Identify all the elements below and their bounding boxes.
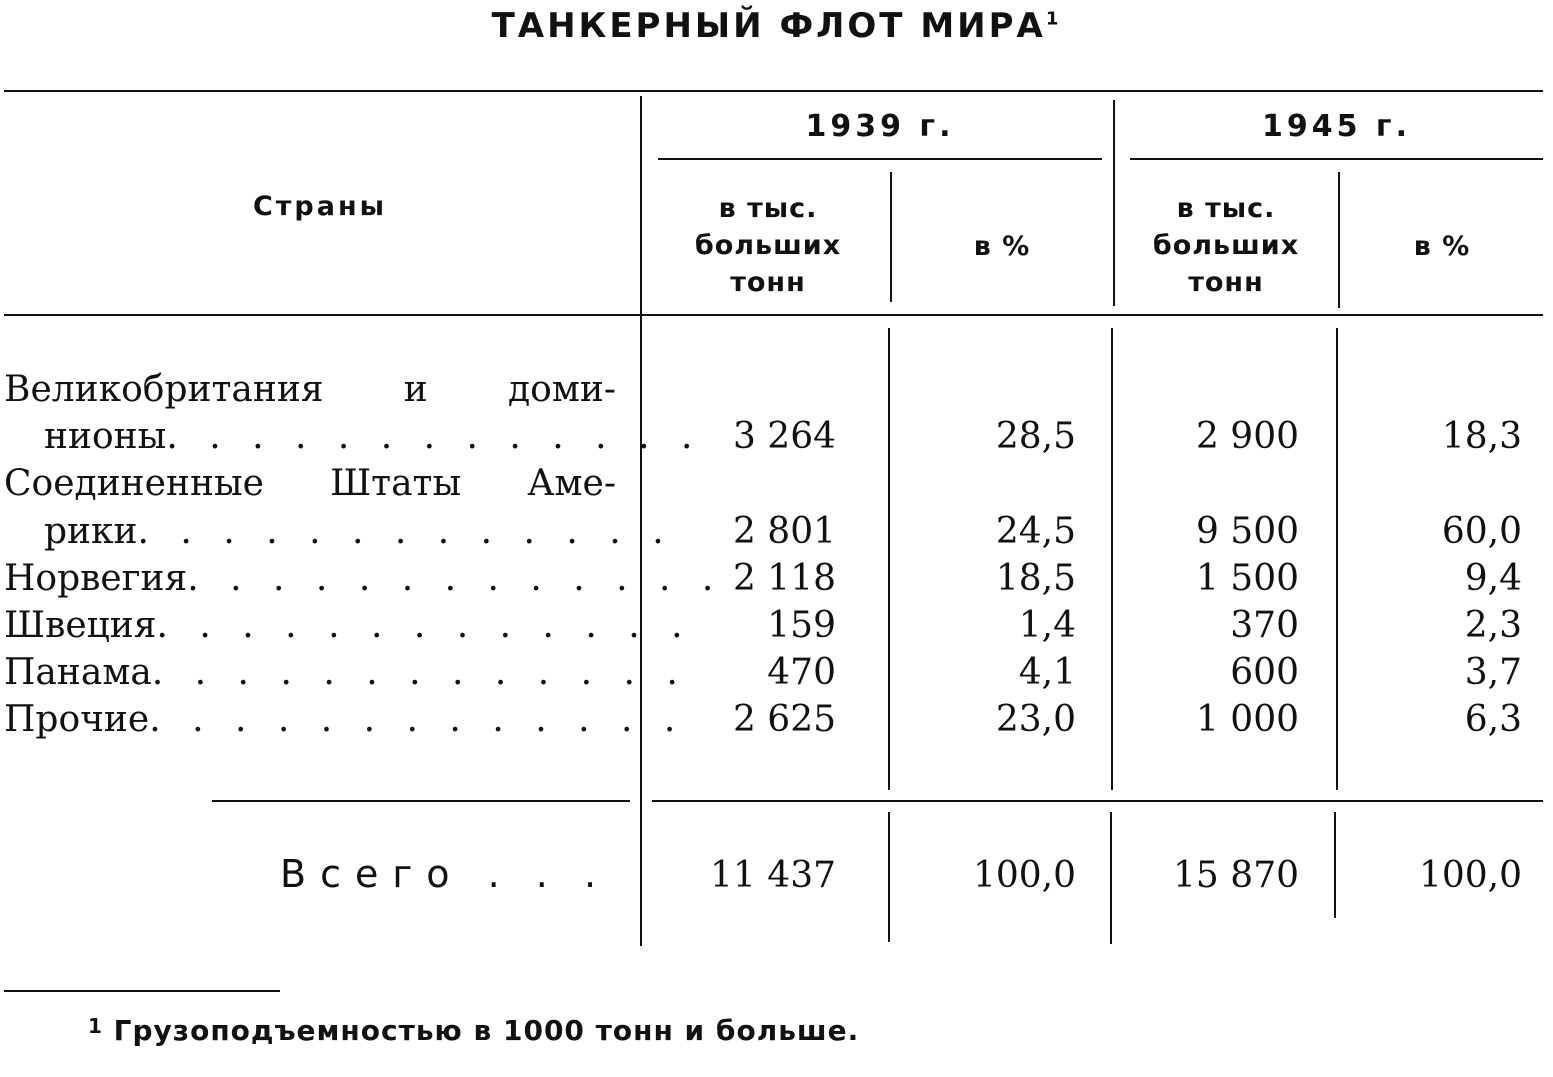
header-1939-pct: в %: [973, 231, 1031, 262]
cell-panama-1939-tons: 470: [767, 652, 836, 693]
cell-uk-1945-tons: 2 900: [1195, 416, 1299, 457]
table-row-norway-name: Норвегия . . . . . . . . . . . . .: [4, 558, 724, 599]
cell-uk-1945-pct: 18,3: [1441, 416, 1522, 457]
cell-total-1939-pct: 100,0: [972, 855, 1076, 896]
cell-others-1945-pct: 6,3: [1464, 699, 1522, 740]
cell-sweden-1939-pct: 1,4: [1018, 605, 1076, 646]
col-divider-1945-total: [1334, 812, 1336, 918]
cell-uk-1939-tons: 3 264: [732, 416, 836, 457]
header-year-1945: 1945 г.: [1261, 109, 1411, 144]
cell-total-1939-tons: 11 437: [710, 855, 836, 896]
header-1945-pct: в %: [1413, 231, 1471, 262]
cell-total-1945-pct: 100,0: [1418, 855, 1522, 896]
table-row-sweden-name: Швеция . . . . . . . . . . . . .: [4, 605, 693, 646]
header-countries: Страны: [252, 191, 388, 222]
table-row-panama-name: Панама . . . . . . . . . . . . .: [4, 652, 688, 693]
cell-total-1945-tons: 15 870: [1173, 855, 1299, 896]
cell-usa-1945-pct: 60,0: [1441, 511, 1522, 552]
header-1945-tons: в тыс. больших тонн: [1152, 193, 1300, 298]
cell-sweden-1939-tons: 159: [767, 605, 836, 646]
col-divider-1939: [890, 172, 892, 302]
col-divider-years-total: [1110, 812, 1112, 944]
footnote-text: Грузоподъемностью в 1000 тонн и больше.: [113, 1014, 860, 1047]
footnote-mark: 1: [88, 1014, 103, 1038]
table-row-usa-name-line2: рики . . . . . . . . . . . . .: [44, 511, 674, 552]
table-row-others-name: Прочие . . . . . . . . . . . . .: [4, 699, 686, 740]
table-row-usa-name-line1: Соединенные Штаты Аме-: [4, 463, 616, 504]
table-row-uk-name-line2: нионы . . . . . . . . . . . . .: [44, 416, 703, 457]
title-footnote-mark: 1: [1045, 8, 1062, 30]
total-rule-right: [652, 800, 1543, 802]
cell-usa-1945-tons: 9 500: [1195, 511, 1299, 552]
cell-uk-1939-pct: 28,5: [995, 416, 1076, 457]
cell-panama-1945-pct: 3,7: [1464, 652, 1522, 693]
table-title: ТАНКЕРНЫЙ ФЛОТ МИРА$^1$: [491, 6, 1062, 46]
footnote: [88, 1014, 859, 1047]
cell-norway-1945-pct: 9,4: [1464, 558, 1522, 599]
cell-sweden-1945-tons: 370: [1230, 605, 1299, 646]
cell-others-1939-tons: 2 625: [732, 699, 836, 740]
year-1939-underline: [658, 158, 1102, 160]
cell-panama-1939-pct: 4,1: [1018, 652, 1076, 693]
cell-sweden-1945-pct: 2,3: [1464, 605, 1522, 646]
cell-norway-1945-tons: 1 500: [1195, 558, 1299, 599]
total-rule-left: [212, 800, 630, 802]
cell-panama-1945-tons: 600: [1230, 652, 1299, 693]
top-rule: [4, 90, 1543, 92]
table-row-uk-name-line1: Великобритания и доми-: [4, 369, 616, 410]
cell-norway-1939-pct: 18,5: [995, 558, 1076, 599]
cell-usa-1939-tons: 2 801: [732, 511, 836, 552]
footnote-rule: [4, 990, 280, 992]
total-label: Всего . . .: [280, 852, 609, 896]
col-divider-1945: [1338, 172, 1340, 308]
header-bottom-rule: [4, 314, 1543, 316]
cell-usa-1939-pct: 24,5: [995, 511, 1076, 552]
cell-norway-1939-tons: 2 118: [732, 558, 836, 599]
header-year-1939: 1939 г.: [805, 109, 955, 144]
header-1939-tons: в тыс. больших тонн: [694, 193, 842, 298]
cell-others-1945-tons: 1 000: [1195, 699, 1299, 740]
col-divider-years: [1113, 100, 1115, 306]
cell-others-1939-pct: 23,0: [995, 699, 1076, 740]
year-1945-underline: [1130, 158, 1543, 160]
